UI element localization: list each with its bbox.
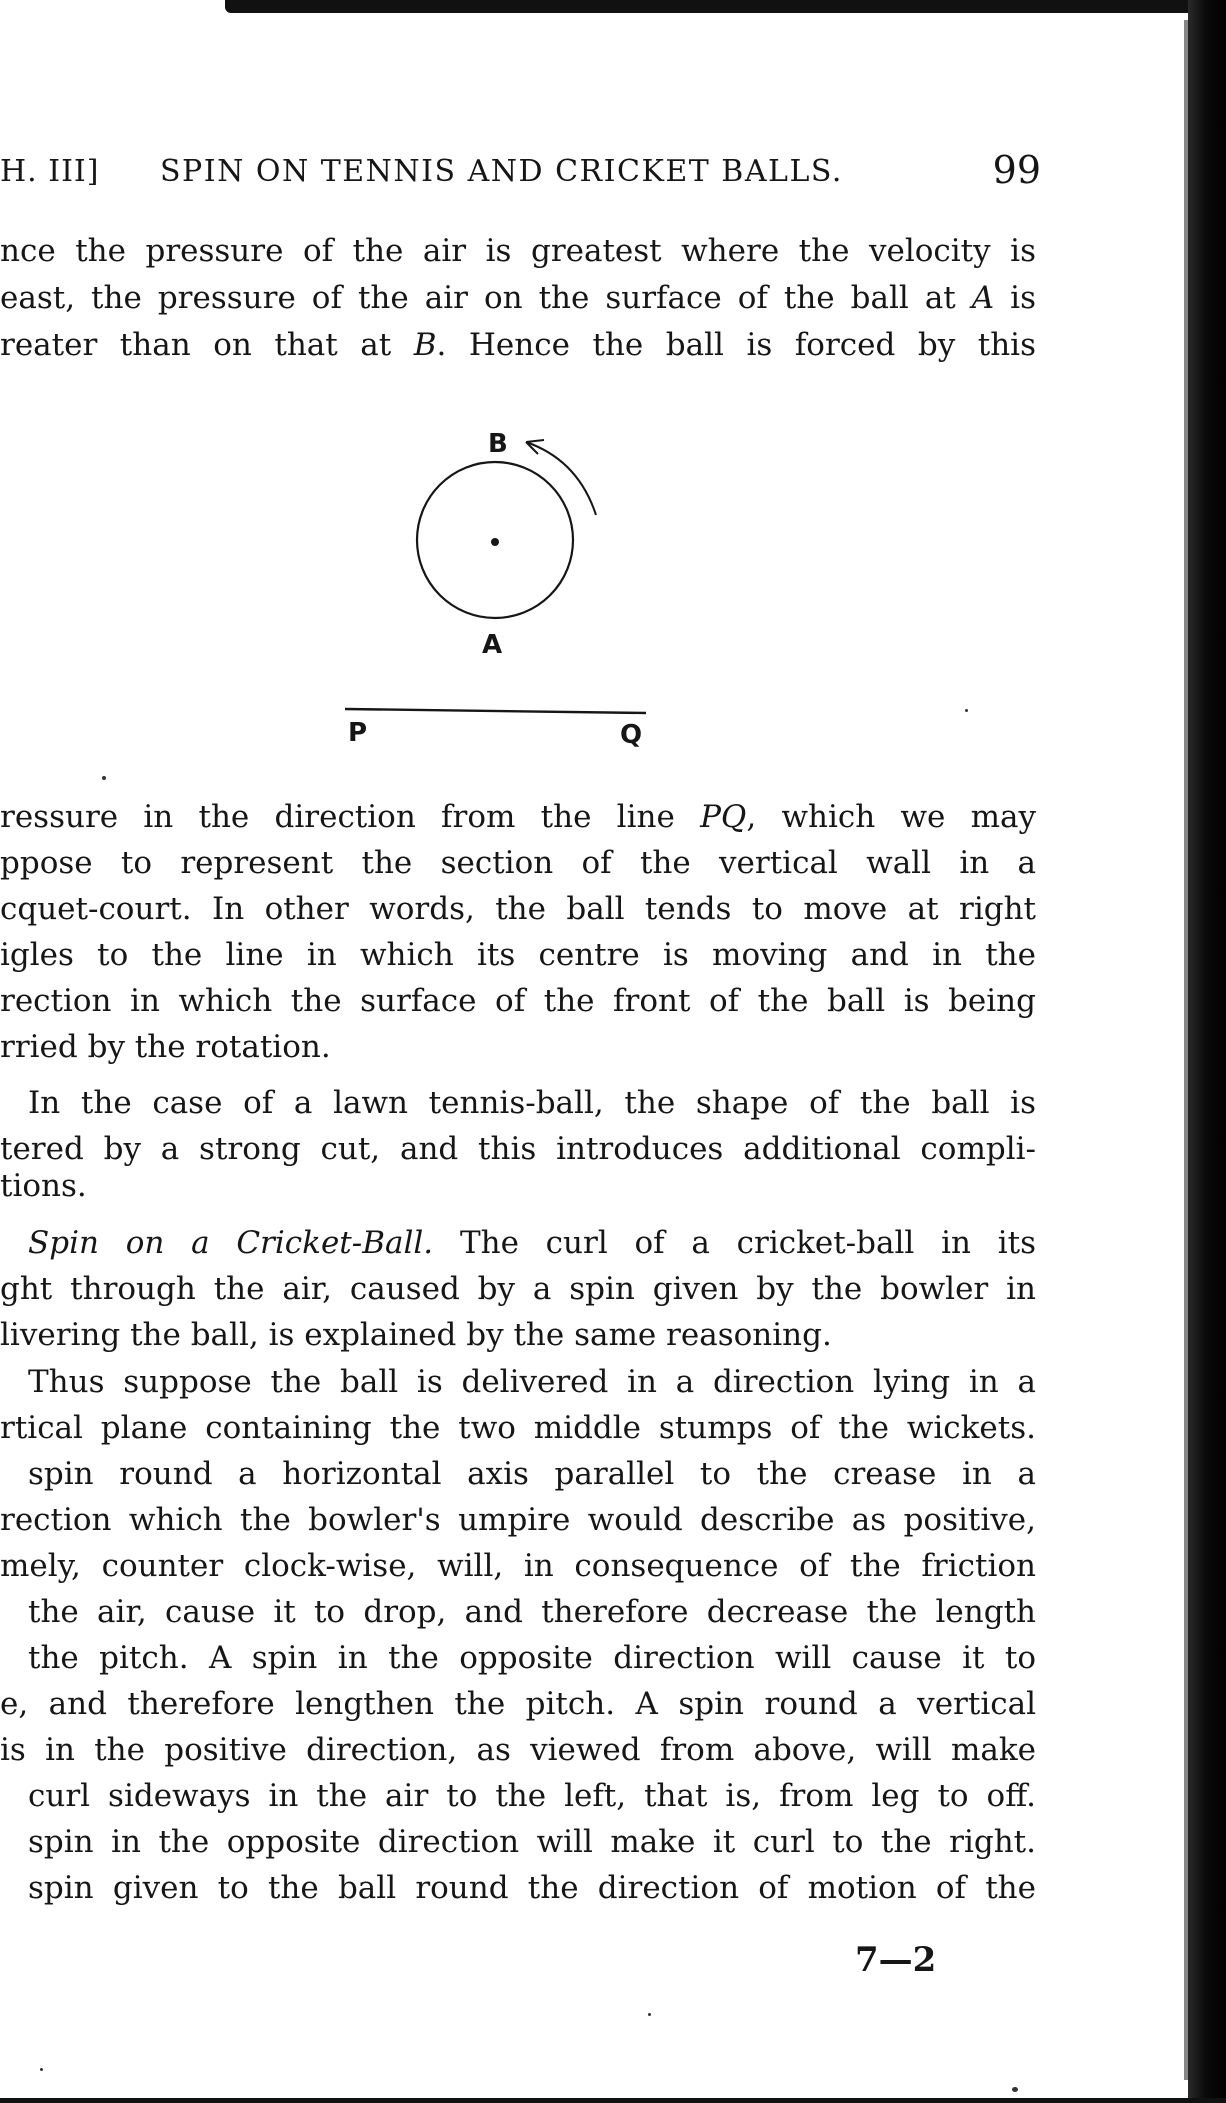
- scan-speck: [648, 2013, 651, 2016]
- label-q: Q: [620, 720, 643, 750]
- scan-page-edge: [1184, 20, 1190, 2080]
- text-line: rection in which the surface of the front of the ball is being: [0, 983, 1036, 1019]
- text-line: [28, 1223, 1036, 1263]
- text-line: tered by a strong cut, and this introduces additional compli-: [0, 1131, 1036, 1167]
- scan-speck: [1012, 2087, 1018, 2092]
- scan-shadow-bottom: [0, 2098, 1226, 2103]
- chapter-ref: H. III]: [0, 154, 100, 189]
- text-line: [0, 325, 1036, 365]
- text-line: curl sideways in the air to the left, that is, from leg to off.: [28, 1778, 1036, 1814]
- text-line: tions.: [0, 1168, 87, 1204]
- text-line: In the case of a lawn tennis-ball, the shape of the ball is: [28, 1085, 1036, 1121]
- text-line: the air, cause it to drop, and therefore decrease the length: [28, 1594, 1036, 1630]
- text-line: e, and therefore lengthen the pitch. A spin round a vertical: [0, 1686, 1036, 1722]
- text-line: rried by the rotation.: [0, 1029, 331, 1065]
- text-line: ppose to represent the section of the vertical wall in a: [0, 845, 1036, 881]
- scan-speck: [40, 2068, 43, 2071]
- ball-centre-dot: [491, 538, 499, 546]
- italic-heading: Spin on a Cricket-Ball.: [28, 1225, 434, 1261]
- text-line-content: east, the pressure of the air on the surface of the ball at A is: [0, 280, 1037, 316]
- text-line: Thus suppose the ball is delivered in a direction lying in a: [28, 1364, 1036, 1400]
- page-number: 99: [992, 148, 1041, 192]
- spin-arrowhead: [526, 440, 544, 454]
- text-line-content: The curl of a cricket-ball in its: [459, 1225, 1036, 1261]
- scan-speck: [965, 709, 968, 712]
- text-line: is in the positive direction, as viewed from above, will make: [0, 1732, 1036, 1768]
- text-line: ressure in the direction from the line PQ, which we may: [0, 799, 1036, 835]
- text-line: rection which the bowler's umpire would describe as positive,: [0, 1502, 1036, 1538]
- label-a: A: [482, 630, 503, 660]
- figure-svg: [330, 420, 670, 760]
- wall-line-pq: [345, 709, 646, 713]
- running-title: SPIN ON TENNIS AND CRICKET BALLS.: [160, 154, 843, 189]
- signature-mark: 7—2: [855, 1940, 937, 1980]
- text-line-content: reater than on that at B. Hence the ball is forced by this: [0, 327, 1036, 363]
- scan-shadow-top: [225, 0, 1226, 13]
- text-line: [0, 278, 1036, 318]
- text-line: cquet-court. In other words, the ball tends to move at right: [0, 891, 1036, 927]
- running-header: [0, 148, 1045, 198]
- ball-spin-figure: [330, 420, 670, 760]
- label-p: P: [348, 718, 368, 748]
- text-line: the pitch. A spin in the opposite direction will cause it to: [28, 1640, 1036, 1676]
- text-line: rtical plane containing the two middle stumps of the wickets.: [0, 1410, 1036, 1446]
- label-b: B: [488, 429, 508, 459]
- text-line: spin round a horizontal axis parallel to the crease in a: [28, 1456, 1036, 1492]
- text-line: spin given to the ball round the direction of motion of the: [28, 1870, 1036, 1906]
- text-line: ght through the air, caused by a spin given by the bowler in: [0, 1271, 1036, 1307]
- text-line: spin in the opposite direction will make it curl to the right.: [28, 1824, 1036, 1860]
- scan-speck: [102, 776, 106, 780]
- text-line: igles to the line in which its centre is moving and in the: [0, 937, 1036, 973]
- scan-shadow-right: [1188, 0, 1226, 2103]
- text-line: livering the ball, is explained by the same reasoning.: [0, 1317, 832, 1353]
- text-line: nce the pressure of the air is greatest where the velocity is: [0, 233, 1036, 269]
- text-line: mely, counter clock-wise, will, in consequence of the friction: [0, 1548, 1036, 1584]
